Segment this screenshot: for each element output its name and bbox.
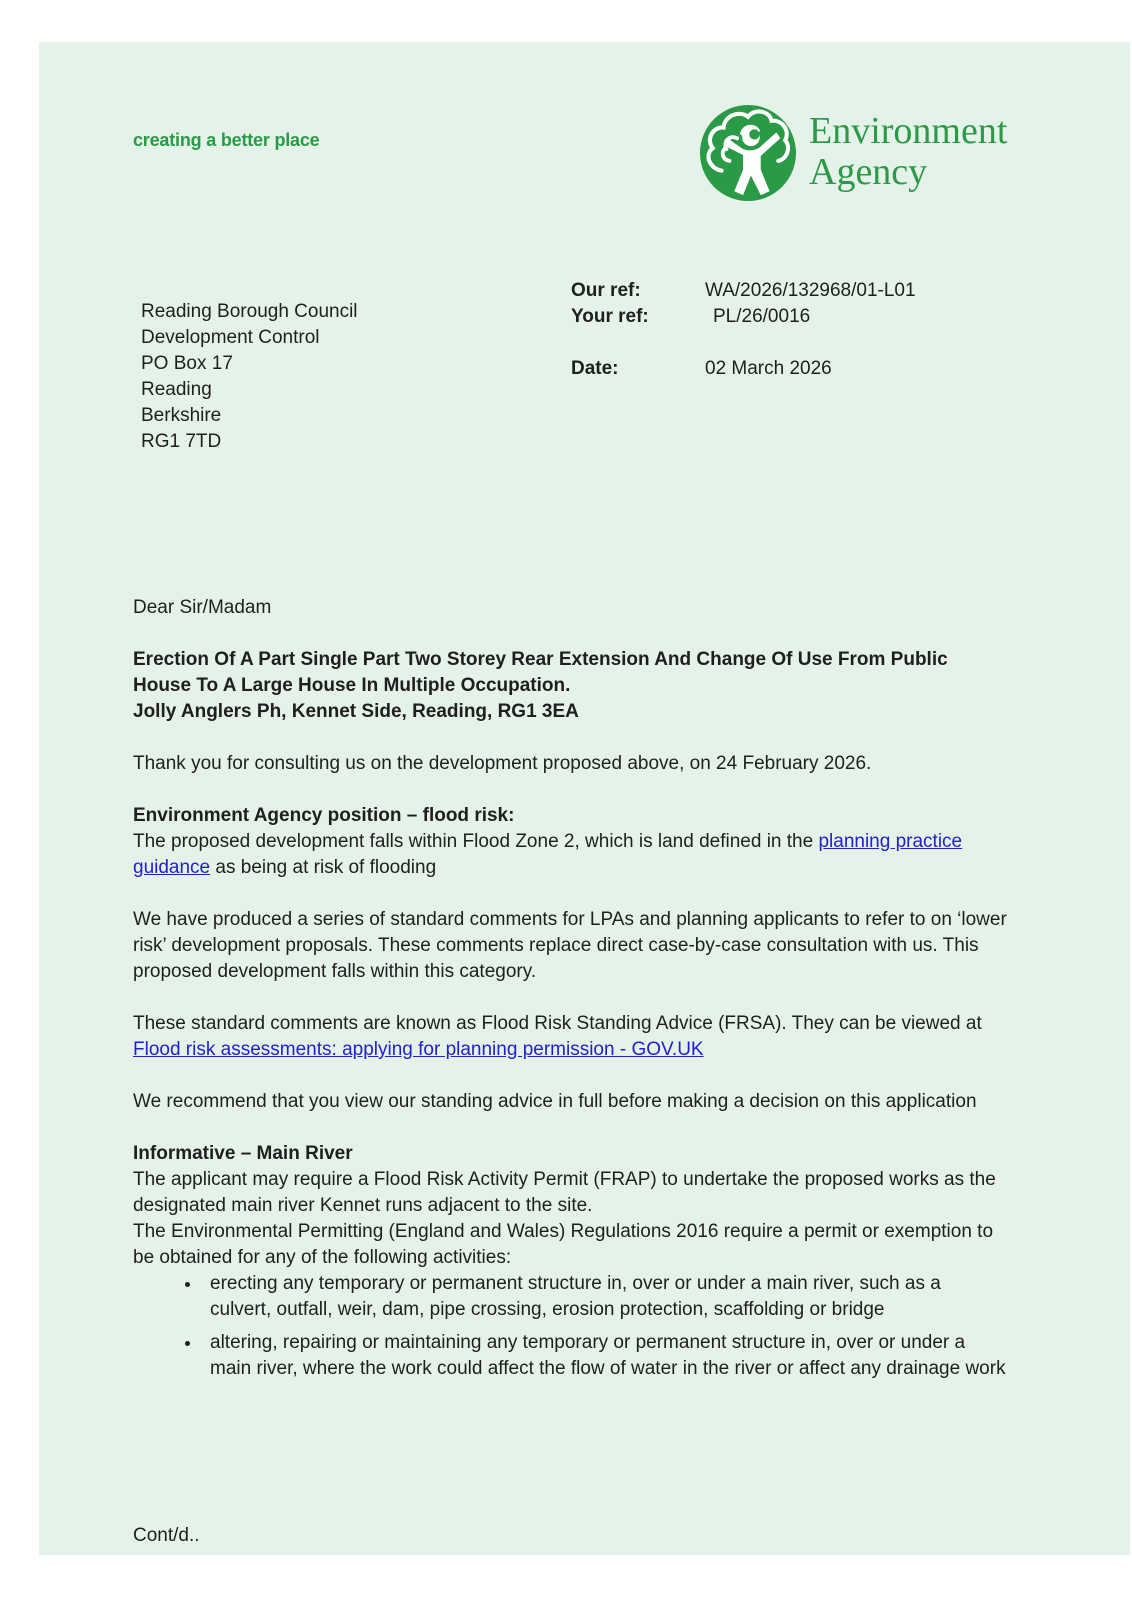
flood-position-section (133, 803, 1007, 881)
date-value: 02 March 2026 (705, 358, 832, 379)
recipient-line: PO Box 17 (141, 353, 233, 374)
letter-body (133, 595, 1007, 1408)
recipient-line: Berkshire (141, 405, 222, 426)
main-river-para2: The Environmental Permitting (England and Wales) Regulations 2016 require a permit or exemption to be obtained for any of the following activities: (133, 1221, 994, 1268)
frsa-paragraph (133, 1011, 1007, 1063)
continuation-marker: Cont/d.. (133, 1525, 200, 1546)
planning-practice-guidance-link[interactable]: planning practice guidance (133, 831, 963, 878)
letter-page (39, 42, 1130, 1555)
logo-word-agency: Agency (809, 151, 928, 193)
salutation: Dear Sir/Madam (133, 597, 272, 618)
date-row (571, 356, 916, 382)
flood-position-paragraph (133, 829, 1007, 881)
permit-activity-item: • erecting any temporary or permanent structure in, over or under a main river, such as a culvert, outfall, weir, dam, pipe crossing, erosion protection, scaffolding or bridge (202, 1271, 1007, 1323)
our-ref-label: Our ref: (571, 280, 641, 301)
subject-site-address: Jolly Anglers Ph, Kennet Side, Reading, RG1 3EA (133, 701, 579, 722)
main-river-heading: Informative – Main River (133, 1143, 353, 1164)
reference-block (571, 278, 916, 382)
logo-wordmark (809, 104, 1007, 193)
our-ref-value: WA/2026/132968/01-L01 (705, 280, 916, 301)
your-ref-value: PL/26/0016 (713, 306, 811, 327)
frsa-govuk-link[interactable]: Flood risk assessments: applying for planning permission - GOV.UK (133, 1039, 704, 1060)
main-river-section (133, 1141, 1007, 1382)
tagline: creating a better place (133, 130, 320, 150)
date-label: Date: (571, 358, 619, 379)
standard-comments-paragraph: We have produced a series of standard comments for LPAs and planning applicants to refer to on ‘lower risk’ development proposals. These comments replace direct case-by-case consultation with us. This proposed development falls within this category. (133, 909, 1007, 982)
recipient-line: Reading Borough Council (141, 301, 358, 322)
recipient-line: Development Control (141, 327, 320, 348)
consultation-paragraph: Thank you for consulting us on the development proposed above, on 24 February 2026. (133, 753, 872, 774)
your-ref-label: Your ref: (571, 306, 649, 327)
subject-block (133, 647, 1007, 725)
permit-activities-list (133, 1271, 1007, 1382)
environment-agency-logo (699, 104, 1007, 202)
flood-position-text-after: as being at risk of flooding (210, 857, 437, 878)
ea-tree-person-icon (699, 104, 797, 202)
our-ref-row (571, 278, 916, 304)
main-river-para1: The applicant may require a Flood Risk Activity Permit (FRAP) to undertake the proposed works as the designated main river Kennet runs adjacent to the site. (133, 1169, 996, 1216)
recipient-line: Reading (141, 379, 212, 400)
recipient-address (141, 299, 358, 455)
recipient-line: RG1 7TD (141, 431, 222, 452)
your-ref-row (571, 304, 916, 330)
permit-activity-item: • altering, repairing or maintaining any temporary or permanent structure in, over or under a main river, where the work could affect the flow of water in the river or affect any drainage work (202, 1330, 1007, 1382)
flood-position-heading: Environment Agency position – flood risk: (133, 805, 515, 826)
recommend-paragraph: We recommend that you view our standing advice in full before making a decision on this application (133, 1091, 977, 1112)
subject-title: Erection Of A Part Single Part Two Storey Rear Extension And Change Of Use From Public House To A Large House In Multiple Occupation. (133, 649, 948, 696)
logo-word-environment: Environment (809, 110, 1008, 152)
frsa-text-before: These standard comments are known as Flood Risk Standing Advice (FRSA). They can be viewed at (133, 1013, 982, 1034)
flood-position-text-before: The proposed development falls within Flood Zone 2, which is land defined in the (133, 831, 819, 852)
